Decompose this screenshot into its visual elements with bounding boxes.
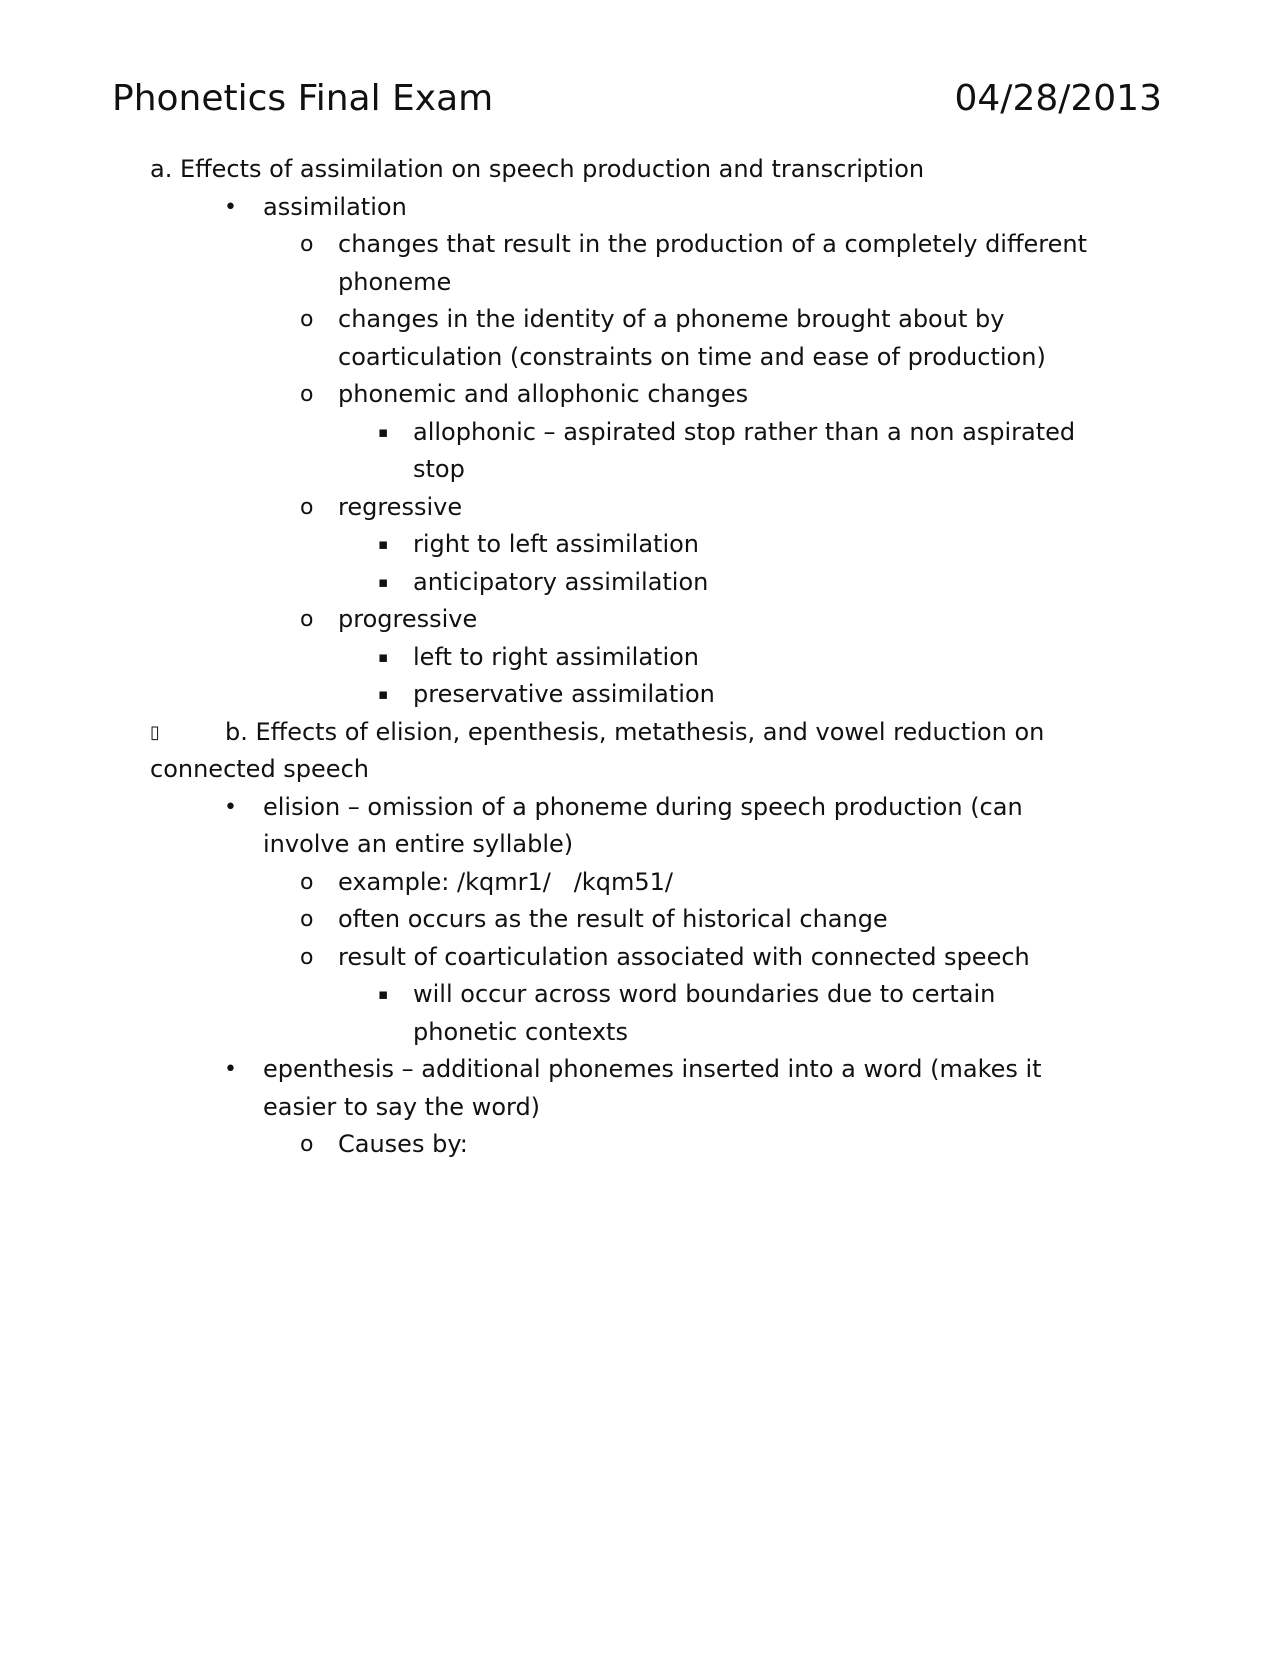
circle-bullet-icon: o xyxy=(300,1132,314,1157)
square-bullet-icon: ▪ xyxy=(378,422,389,441)
list-item xyxy=(0,489,1280,527)
list-item xyxy=(0,301,1280,339)
line-text: assimilation xyxy=(263,192,407,221)
line-text: left to right assimilation xyxy=(413,642,700,671)
disc-bullet-icon: • xyxy=(224,794,237,820)
line-text: regressive xyxy=(338,492,463,521)
list-item xyxy=(0,976,1280,1014)
circle-bullet-icon: o xyxy=(300,907,314,932)
list-item xyxy=(0,901,1280,939)
disc-bullet-icon: • xyxy=(224,194,237,220)
square-bullet-icon: ▪ xyxy=(378,572,389,591)
square-bullet-icon: ▪ xyxy=(378,535,389,553)
square-bullet-icon: ▪ xyxy=(378,685,389,703)
list-item xyxy=(0,414,1280,452)
list-item-continuation xyxy=(0,451,1280,489)
line-text: phonemic and allophonic changes xyxy=(338,380,749,408)
list-item xyxy=(0,226,1280,264)
list-item xyxy=(0,376,1280,414)
document-title: Phonetics Final Exam xyxy=(112,78,494,119)
line-text: progressive xyxy=(338,605,478,633)
line-text: phoneme xyxy=(338,267,452,296)
square-bullet-icon: ▪ xyxy=(378,985,389,1003)
list-item xyxy=(0,564,1280,602)
list-item xyxy=(0,189,1280,227)
line-text: example: /kqmr1/ /kqm51/ xyxy=(338,867,673,896)
line-text: right to left assimilation xyxy=(413,530,700,558)
line-text: Causes by: xyxy=(338,1130,468,1158)
missing-glyph-icon: ▯ xyxy=(150,721,160,743)
line-text: connected speech xyxy=(150,755,369,783)
list-item xyxy=(0,939,1280,977)
circle-bullet-icon: o xyxy=(300,607,314,632)
list-item xyxy=(0,601,1280,639)
circle-bullet-icon: o xyxy=(300,869,314,895)
list-item-continuation xyxy=(0,1014,1280,1052)
circle-bullet-icon: o xyxy=(300,494,314,520)
notes-content xyxy=(0,151,1280,1164)
line-text: preservative assimilation xyxy=(413,680,715,708)
circle-bullet-icon: o xyxy=(300,232,314,257)
section-b-heading xyxy=(0,714,1280,752)
line-text: changes that result in the production of a completely different xyxy=(338,230,1088,258)
line-text: often occurs as the result of historical change xyxy=(338,905,888,933)
line-text: phonetic contexts xyxy=(413,1017,628,1046)
page-header xyxy=(112,74,1162,124)
circle-bullet-icon: o xyxy=(300,382,314,407)
list-item xyxy=(0,676,1280,714)
list-item xyxy=(0,526,1280,564)
list-item-continuation xyxy=(0,826,1280,864)
line-text: changes in the identity of a phoneme brought about by xyxy=(338,305,1005,333)
circle-bullet-icon: o xyxy=(300,944,314,970)
list-item-continuation xyxy=(0,339,1280,377)
line-text: allophonic – aspirated stop rather than a non aspirated xyxy=(413,417,1076,446)
list-item xyxy=(0,789,1280,827)
list-item-continuation xyxy=(0,1089,1280,1127)
line-text: involve an entire syllable) xyxy=(263,830,574,858)
disc-bullet-icon: • xyxy=(224,1057,237,1082)
list-item xyxy=(0,1126,1280,1164)
line-text: epenthesis – additional phonemes inserted into a word (makes it xyxy=(263,1055,1042,1083)
line-text: stop xyxy=(413,455,465,483)
list-item xyxy=(0,639,1280,677)
line-text: will occur across word boundaries due to certain xyxy=(413,980,996,1008)
circle-bullet-icon: o xyxy=(300,307,314,332)
section-b-heading-continuation xyxy=(0,751,1280,789)
line-text: easier to say the word) xyxy=(263,1092,541,1121)
line-text: a. Effects of assimilation on speech production and transcription xyxy=(150,155,925,183)
square-bullet-icon: ▪ xyxy=(378,647,389,666)
line-text: b. Effects of elision, epenthesis, metathesis, and vowel reduction on xyxy=(225,717,1045,746)
list-item-continuation xyxy=(0,264,1280,302)
section-a-heading xyxy=(0,151,1280,189)
line-text: anticipatory assimilation xyxy=(413,567,709,596)
list-item xyxy=(0,864,1280,902)
document-date: 04/28/2013 xyxy=(954,78,1162,119)
line-text: coarticulation (constraints on time and ease of production) xyxy=(338,342,1046,371)
line-text: elision – omission of a phoneme during speech production (can xyxy=(263,792,1023,821)
list-item xyxy=(0,1051,1280,1089)
line-text: result of coarticulation associated with connected speech xyxy=(338,942,1030,971)
